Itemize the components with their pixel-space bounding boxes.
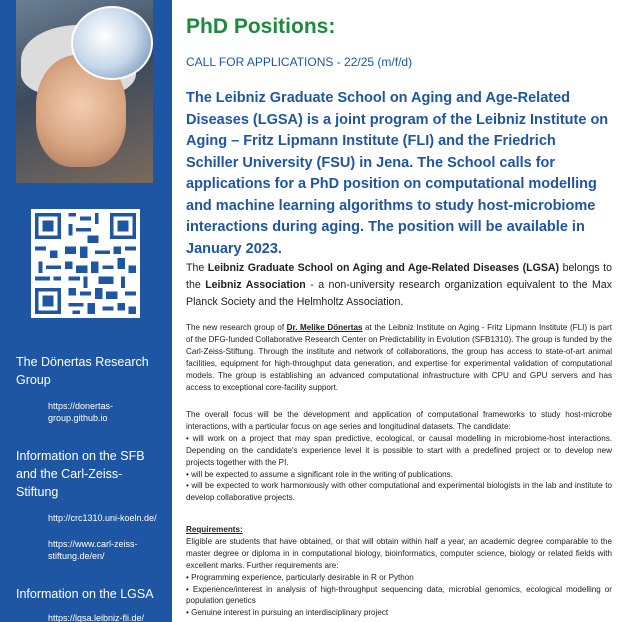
sidebar-heading-sfb: Information on the SFB and the Carl-Zeiss-Stiftung [16, 449, 145, 499]
requirement-bullet-2: • Experience/interest in analysis of high-throughput sequencing data, microbial genomics, ecological modelling or population genetics [186, 584, 612, 606]
focus-bullet-2: • will be expected to assume a significant role in the writing of publications. [186, 469, 453, 479]
intro-text-3: - a non-university research organization equivalent to the Max Planck Society and the Helmholtz Association. [186, 279, 612, 308]
requirements-heading: Requirements: [186, 525, 243, 534]
group-paragraph [186, 322, 612, 393]
sidebar [0, 0, 172, 622]
sidebar-link-research-group[interactable]: https://donertas-group.github.io [48, 401, 114, 423]
lab-inset-photo [71, 6, 153, 80]
sidebar-link-lgsa[interactable]: https://lgsa.leibniz-fli.de/ [48, 613, 145, 622]
intro-paragraph [186, 260, 612, 311]
intro-text-1: The [186, 262, 208, 274]
focus-bullet-3: • will be expected to work harmoniously with other computational and experimental biologists in the lab and institute to develop collaborative projects. [186, 481, 612, 503]
intro-bold-leibniz: Leibniz Association [205, 279, 306, 291]
group-text-1: The new research group of [186, 323, 287, 332]
focus-lead: The overall focus will be the development and application of computational frameworks to study host-microbe interactions, with a particular focus on age series and longitudinal datasets. The candidate: [186, 410, 612, 431]
group-text-2: at the Leibniz Institute on Aging - Fritz Lipmann Institute (FLI) is part of the DFG-funded Collaborative Research Center on Predictability in Evolution (SFB1310). The group is funded by the Carl-Zeiss-Stiftung. Through the institute and network of collaborations, the group has access to state-of-art animal facilities, equipment for high-throughput data generation, and expertise for experimental validation of computational models. The group is establishing an advanced computational infrastructure with CPU and GPU servers and has access to exceptional core-facility support. [186, 323, 612, 392]
qr-code-icon [31, 209, 140, 318]
requirement-bullet-1: • Programming experience, particularly desirable in R or Python [186, 572, 414, 582]
main-content [186, 0, 612, 622]
call-subtitle: CALL FOR APPLICATIONS - 22/25 (m/f/d) [186, 55, 413, 69]
focus-bullet-1: • will work on a project that may span predictive, ecological, or causal modelling in microbiome-host interactions. Depending on the candidate's experience level it is possible to start with a predefined project or to develop new projects together with the PI. [186, 433, 612, 467]
pi-link[interactable]: Dr. Melike Dönertas [286, 323, 363, 332]
intro-text-2: belongs to the [186, 262, 612, 291]
requirements-lead: Eligible are students that have obtained, or that will obtain within half a year, an academic degree comparable to the master degree or diploma in in computational biology, bioinformatics, computer science, biology or related fields with excellent marks. Further requirements are: [186, 536, 612, 570]
focus-paragraph [186, 409, 612, 504]
requirement-bullet-3: • Genuine interest in pursuing an interdisciplinary project [186, 608, 389, 618]
sidebar-link-carl-zeiss[interactable]: https://www.carl-zeiss-stiftung.de/en/ [48, 539, 138, 561]
lead-paragraph: The Leibniz Graduate School on Aging and Age-Related Diseases (LGSA) is a joint program of the Leibniz Institute on Aging – Fritz Lipmann Institute (FLI) and the Friedrich Schiller University (FSU) in Jena. The School calls for applications for a PhD position on computational modelling and machine learning algorithms to study host-microbiome interactions during aging. The position will be available in January 2023. [186, 90, 609, 257]
sidebar-heading-research-group: The Dönertas Research Group [16, 355, 149, 387]
requirements-paragraph [186, 524, 612, 619]
intro-bold-lgsa: Leibniz Graduate School on Aging and Age-Related Diseases (LGSA) [207, 262, 560, 274]
page-title: PhD Positions: [186, 15, 336, 38]
portrait-photo [16, 0, 153, 183]
sidebar-link-sfb[interactable]: http://crc1310.uni-koeln.de/ [48, 513, 157, 523]
sidebar-heading-lgsa: Information on the LGSA [16, 587, 154, 601]
